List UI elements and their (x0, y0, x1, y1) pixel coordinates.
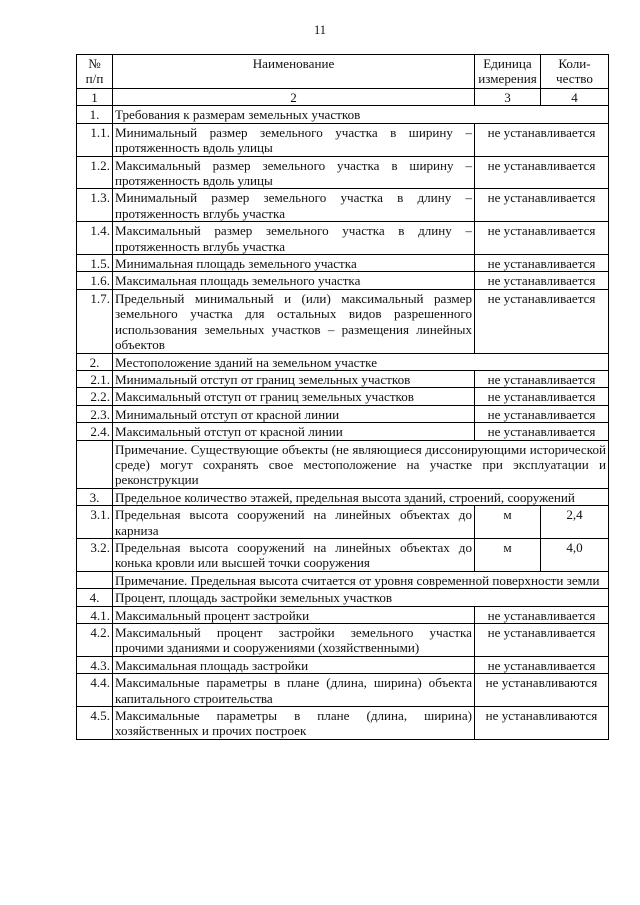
row-number: 1.3. (77, 189, 113, 222)
unit-cell: м (475, 538, 541, 571)
header-number (77, 55, 113, 89)
requirement-name: Максимальный процент застройки земельного участка прочими зданиями и сооружениями (хозяйственными) (113, 624, 475, 657)
note-text: Примечание. Существующие объекты (не являющиеся диссонирующими исторической среде) могут сохранять свое местоположение на участке при эксплуатации и реконструкции (113, 440, 609, 488)
requirement-name: Максимальный процент застройки (113, 606, 475, 623)
requirement-value: не устанавливается (475, 255, 609, 272)
requirement-value: не устанавливается (475, 272, 609, 289)
requirement-name: Максимальные параметры в плане (длина, ширина) объекта капитального строительства (113, 674, 475, 707)
table-row-note (77, 571, 609, 588)
requirement-name: Минимальный размер земельного участка в ширину – протяженность вдоль улицы (113, 123, 475, 156)
requirement-name: Максимальные параметры в плане (длина, ширина) хозяйственных и прочих построек (113, 707, 475, 740)
header-number-line2: п/п (85, 71, 104, 87)
table-row-item (77, 222, 609, 255)
table-body (77, 106, 609, 739)
header-number-line1: № (88, 56, 101, 71)
row-number (77, 440, 113, 488)
requirement-value: не устанавливается (475, 289, 609, 353)
row-number: 1.4. (77, 222, 113, 255)
requirement-name: Максимальный отступ от красной линии (113, 423, 475, 440)
column-index: 1 (77, 89, 113, 106)
table-row-item (77, 423, 609, 440)
row-number (77, 571, 113, 588)
row-number: 3.1. (77, 506, 113, 539)
page-number: 11 (313, 23, 327, 37)
row-number: 1.1. (77, 123, 113, 156)
requirement-value: не устанавливается (475, 405, 609, 422)
note-text: Примечание. Предельная высота считается от уровня современной поверхности земли (113, 571, 609, 588)
row-number: 1.5. (77, 255, 113, 272)
header-unit-line2: измерения (478, 71, 537, 87)
requirement-name: Максимальный размер земельного участка в ширину – протяженность вдоль улицы (113, 156, 475, 189)
column-index: 4 (541, 89, 609, 106)
table-row-item (77, 606, 609, 623)
requirement-name: Предельная высота сооружений на линейных объектах до карниза (113, 506, 475, 539)
header-quantity-line1: Коли- (558, 56, 591, 71)
table-row-item (77, 656, 609, 673)
table-row-item (77, 370, 609, 387)
header-quantity (541, 55, 609, 89)
column-index-row (77, 89, 609, 106)
table-row-item (77, 123, 609, 156)
requirement-value: не устанавливаются (475, 674, 609, 707)
requirement-name: Максимальный отступ от границ земельных участков (113, 388, 475, 405)
table-row-section (77, 589, 609, 606)
requirement-name: Минимальная площадь земельного участка (113, 255, 475, 272)
requirement-value: не устанавливается (475, 388, 609, 405)
row-number: 2.2. (77, 388, 113, 405)
header-unit (475, 55, 541, 89)
table-row-section (77, 488, 609, 505)
header-name: Наименование (113, 55, 475, 89)
table-row-item (77, 255, 609, 272)
row-number: 4.1. (77, 606, 113, 623)
row-number: 2.1. (77, 370, 113, 387)
table-row-item (77, 674, 609, 707)
table-row-note (77, 440, 609, 488)
section-title: Процент, площадь застройки земельных участков (113, 589, 609, 606)
table-row-item (77, 156, 609, 189)
section-title: Местоположение зданий на земельном участке (113, 353, 609, 370)
requirement-name: Минимальный отступ от красной линии (113, 405, 475, 422)
row-number: 3. (77, 488, 113, 505)
row-number: 4.2. (77, 624, 113, 657)
column-index: 3 (475, 89, 541, 106)
row-number: 1. (77, 106, 113, 123)
quantity-cell: 2,4 (541, 506, 609, 539)
table-row-measure (77, 506, 609, 539)
table-row-measure (77, 538, 609, 571)
requirements-table (76, 54, 609, 740)
requirement-name: Максимальная площадь земельного участка (113, 272, 475, 289)
row-number: 1.7. (77, 289, 113, 353)
row-number: 2.3. (77, 405, 113, 422)
requirement-name: Минимальный отступ от границ земельных участков (113, 370, 475, 387)
unit-cell: м (475, 506, 541, 539)
table-row-item (77, 272, 609, 289)
table-row-item (77, 624, 609, 657)
requirement-value: не устанавливается (475, 656, 609, 673)
row-number: 4. (77, 589, 113, 606)
section-title: Требования к размерам земельных участков (113, 106, 609, 123)
table-row-section (77, 106, 609, 123)
row-number: 1.2. (77, 156, 113, 189)
column-index: 2 (113, 89, 475, 106)
header-unit-line1: Единица (483, 56, 532, 71)
requirement-name: Предельная высота сооружений на линейных объектах до конька кровли или высшей точки сооружения (113, 538, 475, 571)
row-number: 4.3. (77, 656, 113, 673)
requirement-name: Максимальный размер земельного участка в длину – протяженность вглубь участка (113, 222, 475, 255)
row-number: 4.5. (77, 707, 113, 740)
table-row-item (77, 289, 609, 353)
table-row-section (77, 353, 609, 370)
requirement-value: не устанавливается (475, 370, 609, 387)
row-number: 3.2. (77, 538, 113, 571)
table-row-item (77, 707, 609, 740)
quantity-cell: 4,0 (541, 538, 609, 571)
row-number: 2. (77, 353, 113, 370)
section-title: Предельное количество этажей, предельная высота зданий, строений, сооружений (113, 488, 609, 505)
requirement-name: Предельный минимальный и (или) максимальный размер земельного участка для остальных видов разрешенного использования земельных участков – размещения линейных объектов (113, 289, 475, 353)
requirement-value: не устанавливается (475, 624, 609, 657)
requirement-value: не устанавливается (475, 123, 609, 156)
requirement-value: не устанавливается (475, 189, 609, 222)
row-number: 2.4. (77, 423, 113, 440)
requirement-name: Минимальный размер земельного участка в длину – протяженность вглубь участка (113, 189, 475, 222)
requirement-value: не устанавливается (475, 423, 609, 440)
requirement-value: не устанавливается (475, 156, 609, 189)
row-number: 4.4. (77, 674, 113, 707)
table-row-item (77, 189, 609, 222)
table-row-item (77, 388, 609, 405)
row-number: 1.6. (77, 272, 113, 289)
requirement-value: не устанавливается (475, 222, 609, 255)
requirement-name: Максимальная площадь застройки (113, 656, 475, 673)
table-header-row (77, 55, 609, 89)
table-row-item (77, 405, 609, 422)
requirement-value: не устанавливается (475, 606, 609, 623)
header-quantity-line2: чество (556, 71, 593, 87)
requirement-value: не устанавливаются (475, 707, 609, 740)
